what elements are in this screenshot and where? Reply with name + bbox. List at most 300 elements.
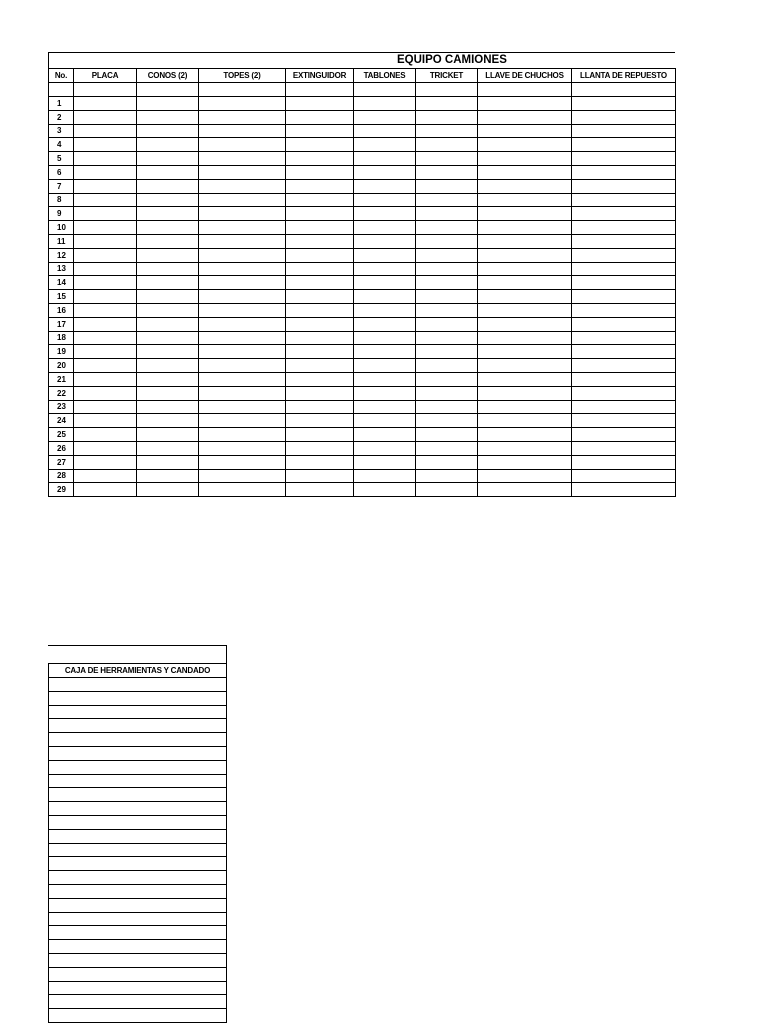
cell[interactable] — [199, 428, 286, 442]
cell[interactable] — [416, 276, 478, 290]
row-number: 10 — [49, 221, 74, 235]
cell[interactable] — [74, 152, 137, 166]
cell[interactable] — [74, 469, 137, 483]
cell[interactable] — [286, 441, 354, 455]
cell[interactable] — [416, 303, 478, 317]
cell[interactable] — [572, 469, 676, 483]
cell[interactable] — [354, 331, 416, 345]
cell[interactable] — [416, 372, 478, 386]
cell[interactable] — [137, 152, 199, 166]
cell[interactable] — [572, 276, 676, 290]
cell[interactable] — [49, 940, 227, 954]
cell[interactable] — [74, 414, 137, 428]
table-row — [49, 774, 227, 788]
cell[interactable] — [416, 152, 478, 166]
cell[interactable] — [74, 400, 137, 414]
table-row — [49, 441, 676, 455]
cell[interactable] — [137, 124, 199, 138]
cell[interactable] — [137, 138, 199, 152]
cell[interactable] — [286, 331, 354, 345]
cell[interactable] — [478, 276, 572, 290]
cell[interactable] — [199, 234, 286, 248]
cell[interactable] — [478, 331, 572, 345]
table-row — [49, 276, 676, 290]
cell[interactable] — [286, 469, 354, 483]
cell[interactable] — [74, 124, 137, 138]
cell[interactable] — [49, 774, 227, 788]
cell[interactable] — [478, 483, 572, 497]
cell[interactable] — [74, 83, 137, 97]
header-row — [49, 69, 676, 83]
cell[interactable] — [286, 83, 354, 97]
cell[interactable] — [478, 469, 572, 483]
cell[interactable] — [416, 345, 478, 359]
cell[interactable] — [49, 691, 227, 705]
cell[interactable] — [137, 455, 199, 469]
table-row — [49, 124, 676, 138]
cell[interactable] — [286, 303, 354, 317]
cell[interactable] — [416, 428, 478, 442]
cell[interactable] — [416, 359, 478, 373]
cell[interactable] — [286, 97, 354, 111]
cell[interactable] — [416, 414, 478, 428]
cell[interactable] — [74, 441, 137, 455]
cell[interactable] — [137, 400, 199, 414]
cell[interactable] — [572, 483, 676, 497]
cell[interactable] — [49, 884, 227, 898]
cell[interactable] — [74, 290, 137, 304]
cell[interactable] — [74, 262, 137, 276]
cell[interactable] — [74, 193, 137, 207]
table-row — [49, 1009, 227, 1023]
cell[interactable] — [74, 483, 137, 497]
cell[interactable] — [478, 441, 572, 455]
cell[interactable] — [572, 359, 676, 373]
cell[interactable] — [354, 414, 416, 428]
cell[interactable] — [478, 262, 572, 276]
cell[interactable] — [354, 317, 416, 331]
cell[interactable] — [199, 97, 286, 111]
cell[interactable] — [199, 345, 286, 359]
cell[interactable] — [354, 234, 416, 248]
row-number: 18 — [49, 331, 74, 345]
cell[interactable] — [354, 290, 416, 304]
cell[interactable] — [572, 303, 676, 317]
cell[interactable] — [137, 248, 199, 262]
cell[interactable] — [572, 234, 676, 248]
cell[interactable] — [478, 83, 572, 97]
cell[interactable] — [74, 331, 137, 345]
cell[interactable] — [478, 124, 572, 138]
cell[interactable] — [49, 1009, 227, 1023]
cell[interactable] — [49, 912, 227, 926]
cell[interactable] — [572, 152, 676, 166]
cell[interactable] — [199, 290, 286, 304]
cell[interactable] — [478, 165, 572, 179]
table-row — [49, 815, 227, 829]
cell[interactable] — [49, 678, 227, 692]
cell[interactable] — [137, 234, 199, 248]
cell[interactable] — [354, 124, 416, 138]
cell[interactable] — [74, 165, 137, 179]
cell[interactable] — [137, 372, 199, 386]
cell[interactable] — [478, 179, 572, 193]
cell[interactable] — [199, 193, 286, 207]
cell[interactable] — [137, 179, 199, 193]
cell[interactable] — [354, 303, 416, 317]
cell[interactable] — [572, 317, 676, 331]
cell[interactable] — [416, 290, 478, 304]
cell[interactable] — [74, 276, 137, 290]
cell[interactable] — [137, 359, 199, 373]
cell[interactable] — [286, 455, 354, 469]
cell[interactable] — [49, 898, 227, 912]
cell[interactable] — [199, 124, 286, 138]
cell[interactable] — [49, 981, 227, 995]
cell[interactable] — [572, 110, 676, 124]
cell[interactable] — [354, 262, 416, 276]
cell[interactable] — [199, 262, 286, 276]
row-number: 2 — [49, 110, 74, 124]
cell[interactable] — [572, 97, 676, 111]
cell[interactable] — [49, 788, 227, 802]
cell[interactable] — [74, 303, 137, 317]
cell[interactable] — [74, 248, 137, 262]
cell[interactable] — [478, 345, 572, 359]
cell[interactable] — [199, 386, 286, 400]
cell[interactable] — [416, 124, 478, 138]
cell[interactable] — [74, 386, 137, 400]
cell[interactable] — [49, 926, 227, 940]
cell[interactable] — [416, 234, 478, 248]
cell[interactable] — [137, 483, 199, 497]
cell[interactable] — [137, 165, 199, 179]
cell[interactable] — [572, 248, 676, 262]
row-number: 7 — [49, 179, 74, 193]
cell[interactable] — [478, 414, 572, 428]
cell[interactable] — [478, 400, 572, 414]
cell[interactable] — [49, 843, 227, 857]
cell[interactable] — [74, 428, 137, 442]
cell[interactable] — [137, 193, 199, 207]
cell[interactable] — [572, 124, 676, 138]
table-row — [49, 926, 227, 940]
table-row — [49, 317, 676, 331]
cell[interactable] — [478, 138, 572, 152]
row-number: 19 — [49, 345, 74, 359]
cell[interactable] — [478, 248, 572, 262]
cell[interactable] — [354, 455, 416, 469]
table-row — [49, 179, 676, 193]
cell[interactable] — [286, 290, 354, 304]
cell[interactable] — [572, 428, 676, 442]
cell[interactable] — [354, 152, 416, 166]
table-row — [49, 857, 227, 871]
cell[interactable] — [354, 276, 416, 290]
col-header-llave-de-chuchos: LLAVE DE CHUCHOS — [478, 69, 572, 83]
cell[interactable] — [199, 303, 286, 317]
cell[interactable] — [354, 138, 416, 152]
cell[interactable] — [137, 386, 199, 400]
cell[interactable] — [572, 400, 676, 414]
cell[interactable] — [49, 733, 227, 747]
cell[interactable] — [354, 97, 416, 111]
cell[interactable] — [199, 248, 286, 262]
cell[interactable] — [286, 152, 354, 166]
cell[interactable] — [416, 483, 478, 497]
cell[interactable] — [199, 165, 286, 179]
table-row — [49, 207, 676, 221]
cell[interactable] — [286, 124, 354, 138]
cell[interactable] — [416, 441, 478, 455]
cell[interactable] — [478, 207, 572, 221]
cell[interactable] — [354, 83, 416, 97]
cell[interactable] — [286, 207, 354, 221]
cell[interactable] — [572, 386, 676, 400]
cell[interactable] — [354, 179, 416, 193]
cell[interactable] — [416, 179, 478, 193]
cell[interactable] — [354, 359, 416, 373]
cell[interactable] — [572, 221, 676, 235]
cell[interactable] — [354, 248, 416, 262]
cell[interactable] — [74, 179, 137, 193]
cell[interactable] — [199, 455, 286, 469]
cell[interactable] — [199, 179, 286, 193]
cell[interactable] — [572, 207, 676, 221]
cell[interactable] — [572, 345, 676, 359]
cell[interactable] — [137, 441, 199, 455]
cell[interactable] — [74, 207, 137, 221]
cell[interactable] — [49, 829, 227, 843]
cell[interactable] — [286, 386, 354, 400]
cell[interactable] — [354, 345, 416, 359]
cell[interactable] — [286, 359, 354, 373]
cell[interactable] — [572, 441, 676, 455]
cell[interactable] — [74, 317, 137, 331]
cell[interactable] — [286, 317, 354, 331]
cell[interactable] — [416, 331, 478, 345]
cell[interactable] — [416, 138, 478, 152]
cell[interactable] — [416, 165, 478, 179]
cell[interactable] — [572, 138, 676, 152]
cell[interactable] — [74, 138, 137, 152]
cell[interactable] — [74, 97, 137, 111]
cell[interactable] — [286, 221, 354, 235]
cell[interactable] — [478, 193, 572, 207]
cell[interactable] — [354, 165, 416, 179]
cell[interactable] — [286, 234, 354, 248]
cell[interactable] — [572, 83, 676, 97]
cell[interactable] — [74, 455, 137, 469]
cell[interactable] — [137, 83, 199, 97]
cell[interactable] — [416, 83, 478, 97]
cell[interactable] — [416, 317, 478, 331]
caja-table — [48, 663, 227, 1023]
cell[interactable] — [478, 221, 572, 235]
cell[interactable] — [286, 483, 354, 497]
table-row — [49, 152, 676, 166]
cell[interactable] — [137, 110, 199, 124]
cell[interactable] — [572, 165, 676, 179]
cell[interactable] — [49, 995, 227, 1009]
cell[interactable] — [199, 414, 286, 428]
cell[interactable] — [416, 97, 478, 111]
cell[interactable] — [199, 441, 286, 455]
cell[interactable] — [354, 372, 416, 386]
cell[interactable] — [286, 276, 354, 290]
equipo-table — [48, 68, 676, 497]
cell[interactable] — [74, 234, 137, 248]
table-row — [49, 331, 676, 345]
cell[interactable] — [137, 207, 199, 221]
cell[interactable] — [416, 386, 478, 400]
cell[interactable] — [74, 221, 137, 235]
cell[interactable] — [354, 483, 416, 497]
cell[interactable] — [199, 317, 286, 331]
cell[interactable] — [199, 138, 286, 152]
table-row — [49, 414, 676, 428]
cell[interactable] — [137, 317, 199, 331]
cell[interactable] — [49, 760, 227, 774]
cell[interactable] — [354, 400, 416, 414]
cell[interactable] — [478, 317, 572, 331]
cell[interactable] — [199, 400, 286, 414]
cell[interactable] — [49, 953, 227, 967]
cell[interactable] — [49, 871, 227, 885]
header-row — [49, 664, 227, 678]
cell[interactable] — [137, 221, 199, 235]
cell[interactable] — [137, 428, 199, 442]
cell[interactable] — [199, 331, 286, 345]
cell[interactable] — [286, 138, 354, 152]
cell[interactable] — [354, 386, 416, 400]
cell[interactable] — [74, 372, 137, 386]
cell[interactable] — [286, 165, 354, 179]
cell[interactable] — [478, 234, 572, 248]
cell[interactable] — [286, 262, 354, 276]
table-row — [49, 455, 676, 469]
cell[interactable] — [572, 193, 676, 207]
cell[interactable] — [137, 331, 199, 345]
cell[interactable] — [478, 359, 572, 373]
col-header-llanta-de-repuesto: LLANTA DE REPUESTO — [572, 69, 676, 83]
cell[interactable] — [137, 276, 199, 290]
cell[interactable] — [49, 705, 227, 719]
cell[interactable] — [478, 455, 572, 469]
cell[interactable] — [478, 152, 572, 166]
cell[interactable] — [416, 469, 478, 483]
cell[interactable] — [286, 110, 354, 124]
cell[interactable] — [199, 152, 286, 166]
cell[interactable] — [416, 455, 478, 469]
cell[interactable] — [49, 857, 227, 871]
row-number: 21 — [49, 372, 74, 386]
cell[interactable] — [137, 303, 199, 317]
cell[interactable] — [199, 221, 286, 235]
cell[interactable] — [354, 110, 416, 124]
row-number: 16 — [49, 303, 74, 317]
cell[interactable] — [49, 815, 227, 829]
cell[interactable] — [354, 441, 416, 455]
cell[interactable] — [572, 179, 676, 193]
cell[interactable] — [416, 400, 478, 414]
cell[interactable] — [416, 207, 478, 221]
cell[interactable] — [49, 83, 74, 97]
row-number: 26 — [49, 441, 74, 455]
col-header-no: No. — [49, 69, 74, 83]
cell[interactable] — [478, 372, 572, 386]
cell[interactable] — [49, 746, 227, 760]
cell[interactable] — [572, 372, 676, 386]
cell[interactable] — [199, 372, 286, 386]
cell[interactable] — [416, 110, 478, 124]
cell[interactable] — [199, 483, 286, 497]
cell[interactable] — [199, 83, 286, 97]
cell[interactable] — [572, 290, 676, 304]
cell[interactable] — [199, 469, 286, 483]
cell[interactable] — [286, 400, 354, 414]
cell[interactable] — [572, 414, 676, 428]
cell[interactable] — [286, 414, 354, 428]
cell[interactable] — [74, 359, 137, 373]
cell[interactable] — [199, 110, 286, 124]
cell[interactable] — [354, 428, 416, 442]
cell[interactable] — [74, 345, 137, 359]
cell[interactable] — [137, 262, 199, 276]
cell[interactable] — [478, 97, 572, 111]
cell[interactable] — [199, 207, 286, 221]
cell[interactable] — [572, 331, 676, 345]
cell[interactable] — [137, 97, 199, 111]
cell[interactable] — [137, 469, 199, 483]
cell[interactable] — [478, 303, 572, 317]
cell[interactable] — [478, 290, 572, 304]
cell[interactable] — [354, 207, 416, 221]
cell[interactable] — [572, 455, 676, 469]
cell[interactable] — [286, 248, 354, 262]
cell[interactable] — [286, 179, 354, 193]
cell[interactable] — [416, 248, 478, 262]
cell[interactable] — [286, 345, 354, 359]
cell[interactable] — [478, 428, 572, 442]
cell[interactable] — [286, 428, 354, 442]
cell[interactable] — [49, 967, 227, 981]
cell[interactable] — [74, 110, 137, 124]
cell[interactable] — [416, 262, 478, 276]
cell[interactable] — [286, 372, 354, 386]
cell[interactable] — [137, 414, 199, 428]
cell[interactable] — [199, 359, 286, 373]
cell[interactable] — [137, 290, 199, 304]
cell[interactable] — [286, 193, 354, 207]
cell[interactable] — [416, 193, 478, 207]
cell[interactable] — [49, 719, 227, 733]
cell[interactable] — [572, 262, 676, 276]
col-header-extinguidor: EXTINGUIDOR — [286, 69, 354, 83]
cell[interactable] — [416, 221, 478, 235]
cell[interactable] — [478, 386, 572, 400]
cell[interactable] — [354, 221, 416, 235]
cell[interactable] — [137, 345, 199, 359]
table-row — [49, 719, 227, 733]
row-number: 13 — [49, 262, 74, 276]
cell[interactable] — [478, 110, 572, 124]
cell[interactable] — [354, 469, 416, 483]
cell[interactable] — [49, 802, 227, 816]
row-number: 27 — [49, 455, 74, 469]
cell[interactable] — [354, 193, 416, 207]
cell[interactable] — [199, 276, 286, 290]
